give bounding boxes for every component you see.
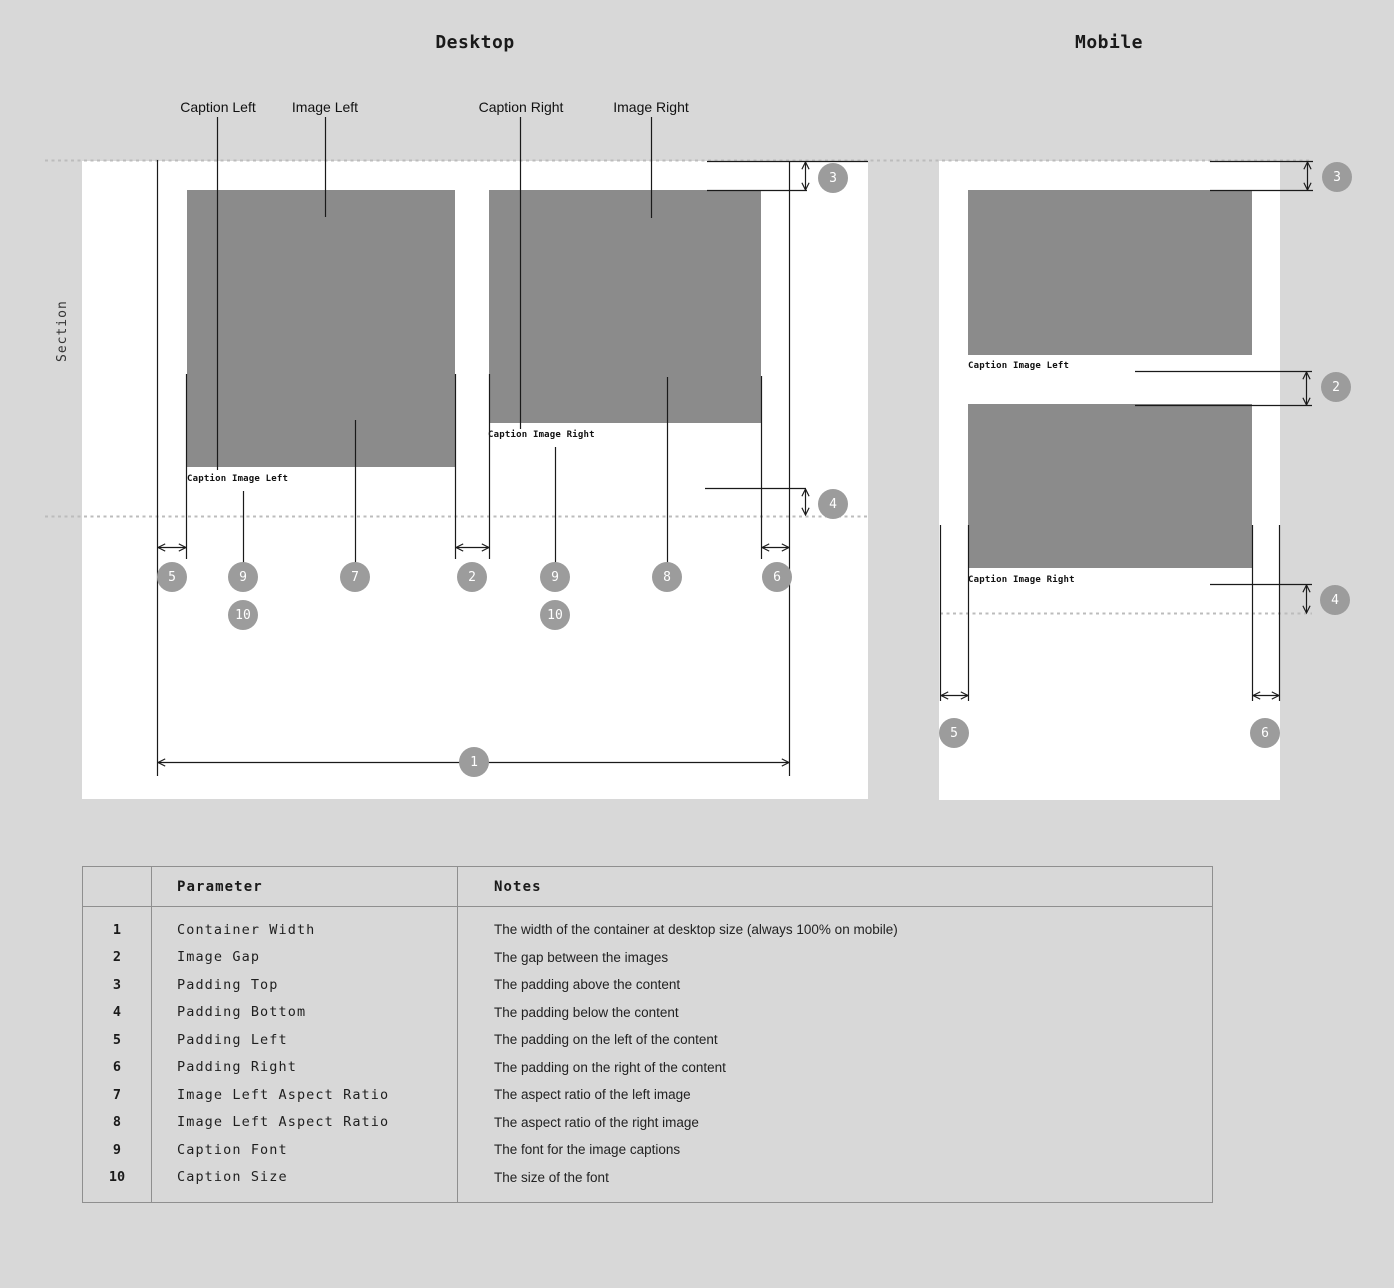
parameter-number: 3: [112, 976, 122, 993]
desktop-image-left-placeholder: [187, 190, 455, 467]
table-row: [83, 1054, 1212, 1082]
badge-mobile-padding-left: 5: [939, 718, 969, 748]
badge-desktop-caption-size-right: 10: [540, 600, 570, 630]
parameter-name: Padding Top: [177, 976, 279, 993]
mobile-image-top-placeholder: [968, 190, 1252, 355]
badge-desktop-container-width: 1: [459, 747, 489, 777]
desktop-image-right-placeholder: [489, 190, 761, 423]
parameter-note: The width of the container at desktop size (always 100% on mobile): [494, 922, 898, 938]
parameter-table: [82, 866, 1213, 1203]
badge-desktop-image-gap: 2: [457, 562, 487, 592]
parameter-name: Image Left Aspect Ratio: [177, 1114, 390, 1131]
parameter-name: Padding Bottom: [177, 1004, 307, 1021]
parameter-number: 1: [112, 921, 122, 938]
parameter-number: 5: [112, 1031, 122, 1048]
desktop-caption-right: Caption Image Right: [488, 430, 595, 440]
badge-desktop-image-left-ratio: 7: [340, 562, 370, 592]
parameter-number: 6: [112, 1059, 122, 1076]
parameter-name: Padding Left: [177, 1031, 288, 1048]
parameter-number: 9: [112, 1141, 122, 1158]
label-caption-left: Caption Left: [180, 99, 256, 115]
badge-desktop-caption-font-right: 9: [540, 562, 570, 592]
table-header-row: [83, 867, 1212, 907]
mobile-image-bottom-placeholder: [968, 404, 1252, 568]
table-header-parameter: Parameter: [177, 878, 263, 895]
table-row: [83, 999, 1212, 1027]
badge-desktop-padding-top: 3: [818, 163, 848, 193]
parameter-note: The size of the font: [494, 1169, 609, 1185]
label-image-right: Image Right: [613, 99, 689, 115]
badge-desktop-padding-right: 6: [762, 562, 792, 592]
parameter-number: 10: [108, 1169, 126, 1186]
table-row: [83, 1109, 1212, 1137]
table-row: [83, 1164, 1212, 1192]
parameter-note: The gap between the images: [494, 949, 669, 965]
parameter-note: The padding on the right of the content: [494, 1059, 726, 1075]
badge-mobile-padding-top: 3: [1322, 162, 1352, 192]
desktop-caption-left: Caption Image Left: [187, 474, 289, 484]
badge-desktop-padding-bottom: 4: [818, 489, 848, 519]
badge-mobile-padding-bottom: 4: [1320, 585, 1350, 615]
parameter-name: Image Left Aspect Ratio: [177, 1086, 390, 1103]
parameter-note: The aspect ratio of the right image: [494, 1114, 699, 1130]
parameter-note: The padding below the content: [494, 1004, 679, 1020]
parameter-note: The padding on the left of the content: [494, 1032, 718, 1048]
parameter-name: Container Width: [177, 921, 316, 938]
parameter-note: The font for the image captions: [494, 1142, 681, 1158]
table-body: [83, 907, 1212, 1191]
mobile-title: Mobile: [1074, 32, 1144, 53]
parameter-name: Padding Right: [177, 1059, 297, 1076]
badge-mobile-padding-right: 6: [1250, 718, 1280, 748]
parameter-name: Caption Size: [177, 1169, 288, 1186]
mobile-caption-left: Caption Image Left: [968, 361, 1070, 371]
table-row: [83, 916, 1212, 944]
table-header-notes: Notes: [494, 878, 542, 895]
table-row: [83, 1081, 1212, 1109]
badge-mobile-image-gap: 2: [1321, 372, 1351, 402]
parameter-number: 7: [112, 1086, 122, 1103]
parameter-note: The aspect ratio of the left image: [494, 1087, 691, 1103]
table-row: [83, 971, 1212, 999]
label-caption-right: Caption Right: [478, 99, 564, 115]
badge-desktop-caption-font-left: 9: [228, 562, 258, 592]
table-divider-2: [457, 867, 458, 1202]
section-label: Section: [55, 300, 70, 362]
parameter-number: 2: [112, 949, 122, 966]
parameter-number: 4: [112, 1004, 122, 1021]
badge-desktop-caption-size-left: 10: [228, 600, 258, 630]
label-image-left: Image Left: [291, 99, 359, 115]
table-row: [83, 1026, 1212, 1054]
table-row: [83, 944, 1212, 972]
parameter-name: Image Gap: [177, 949, 261, 966]
table-divider-1: [151, 867, 152, 1202]
badge-desktop-padding-left: 5: [157, 562, 187, 592]
mobile-caption-right: Caption Image Right: [968, 575, 1075, 585]
parameter-number: 8: [112, 1114, 122, 1131]
badge-desktop-image-right-ratio: 8: [652, 562, 682, 592]
table-row: [83, 1136, 1212, 1164]
parameter-name: Caption Font: [177, 1141, 288, 1158]
desktop-title: Desktop: [435, 32, 515, 53]
parameter-note: The padding above the content: [494, 977, 681, 993]
